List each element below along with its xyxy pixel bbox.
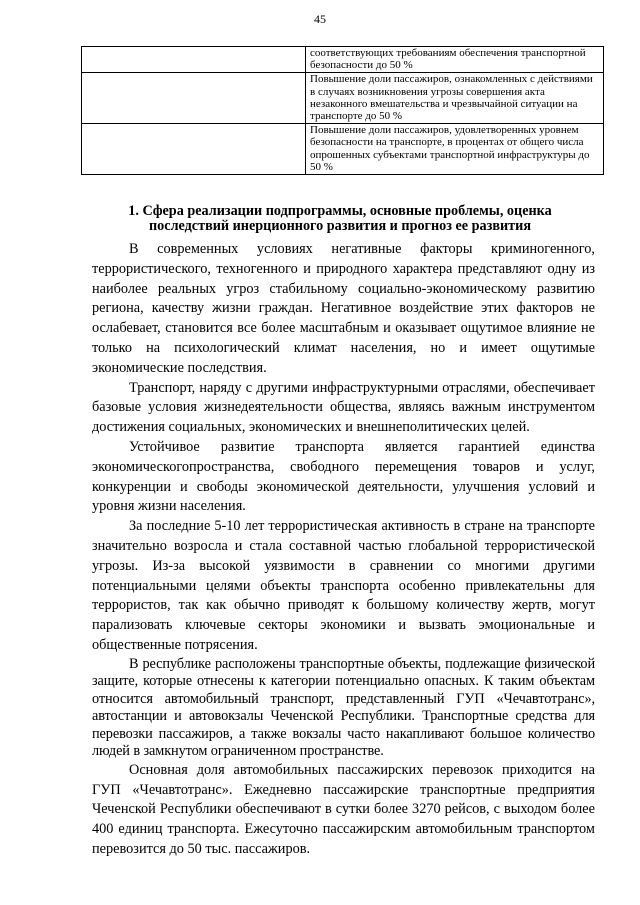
table-cell-right: Повышение доли пассажиров, удовлетворенных уровнем безопасности на транспорте, в процентах от общего числа опрошенных субъектами транспортной инфраструктуры до 50 %: [306, 124, 604, 175]
paragraph: Устойчивое развитие транспорта является гарантией единства экономическогопространства, свободного перемещения товаров и услуг, конкуренции и свободы экономической деятельности, улучшения условий и уровня жизни населения.: [92, 438, 595, 515]
table-row: [82, 73, 604, 124]
paragraph: За последние 5-10 лет террористическая активность в стране на транспорте значительно возросла и стала составной частью глобальной террористической угрозы. Из-за высокой уязвимости в сравнении со многими другими потенциальными целями объекты транспорта особенно привлекательны для террористов, так как обычно приводят к большому количеству жертв, могут парализовать ключевые секторы экономики и вызвать эмоциональные и общественные потрясения.: [92, 518, 595, 653]
section-body: [92, 240, 595, 860]
table-cell-right: соответствующих требованиям обеспечения транспортной безопасности до 50 %: [306, 47, 604, 73]
table-row: [82, 124, 604, 175]
table-cell-left: [82, 124, 306, 175]
section-heading: 1. Сфера реализации подпрограммы, основные проблемы, оценка последствий инерционного развития и прогноз ее развития: [128, 203, 552, 234]
page-number: 45: [314, 12, 326, 26]
table-cell-left: [82, 73, 306, 124]
paragraph: В современных условиях негативные факторы криминогенного, террористического, техногенного и природного характера представляют одну из наиболее реальных угроз стабильному социально-экономическому развитию региона, качеству жизни граждан. Негативное воздействие этих факторов не ослабевает, становится все более масштабным и оказывает ощутимое влияние не только на психологический климат населения, но и имеет ощутимые экономические последствия.: [92, 241, 595, 376]
table-cell-left: [82, 47, 306, 73]
paragraph: Основная доля автомобильных пассажирских перевозок приходится на ГУП «Чечавтотранс». Ежедневно пассажирские транспортные предприятия Чеченской Республики обеспечивают в сутки более 3270 рейсов, с выходом более 400 единиц транспорта. Ежесуточно пассажирским автомобильным транспортом перевозится до 50 тыс. пассажиров.: [92, 761, 595, 857]
table-cell-right: Повышение доли пассажиров, ознакомленных с действиями в случаях возникновения угрозы совершения акта незаконного вмешательства и чрезвычайной ситуации на транспорте до 50 %: [306, 73, 604, 124]
indicators-table: [81, 46, 604, 175]
paragraph: В республике расположены транспортные объекты, подлежащие физической защите, которые отнесены к категории потенциально опасных. К таким объектам относится автомобильный транспорт, представленный ГУП «Чечавтотранс», автостанции и автовокзалы Чеченской Республики. Транспортные средства для перевозки пассажиров, а также вокзалы часто накапливают большое количество людей в замкнутом ограниченном пространстве.: [92, 655, 595, 760]
table-row: [82, 47, 604, 73]
paragraph: Транспорт, наряду с другими инфраструктурными отраслями, обеспечивает базовые условия жизнедеятельности общества, являясь важным инструментом достижения социальных, экономических и внешнеполитических целей.: [92, 379, 595, 436]
